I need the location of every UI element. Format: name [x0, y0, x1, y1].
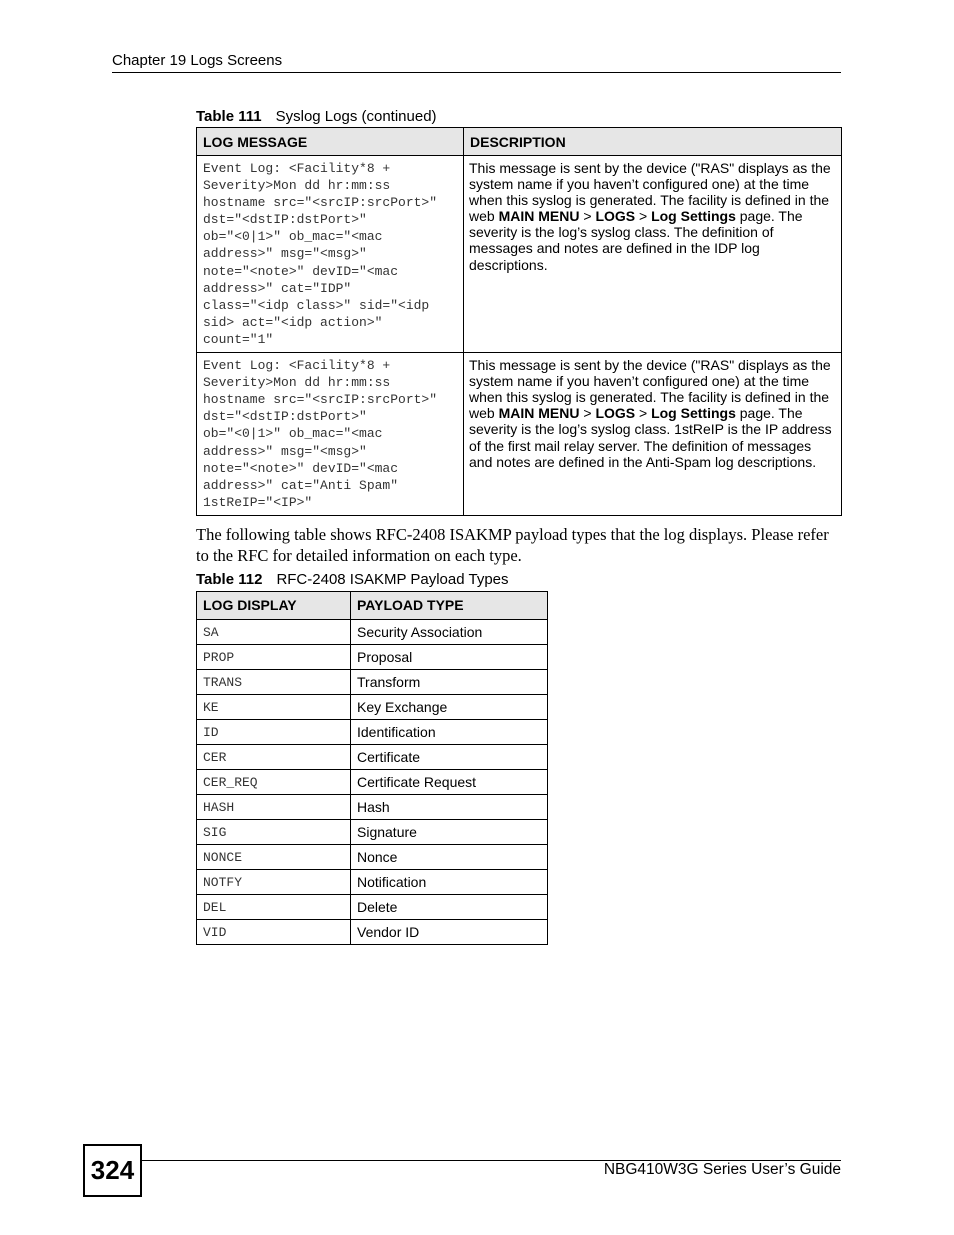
syslog-logs-table	[196, 127, 842, 516]
payload-type-cell: Certificate Request	[351, 770, 548, 795]
payload-type-cell: Signature	[351, 820, 548, 845]
log-message-cell	[197, 156, 464, 353]
log-display-cell: SA	[197, 620, 351, 645]
log-display-cell: PROP	[197, 645, 351, 670]
log-message-text: Event Log: <Facility*8 + Severity>Mon dd hr:mm:ss hostname src="<srcIP:srcPort>" dst="<dstIP:dstPort>" ob="<0|1>" ob_mac="<mac address>" msg="<msg>" note="<note>" devID="<mac address>" cat="IDP" class="<idp class>" sid="<idp sid> act="<idp action>" count="1"	[203, 161, 438, 347]
chapter-header: Chapter 19 Logs Screens	[112, 52, 283, 69]
menu-path-logs: LOGS	[595, 405, 636, 422]
table-111-title: Syslog Logs (continued)	[275, 108, 437, 125]
column-header-payload-type: PAYLOAD TYPE	[351, 592, 548, 620]
log-message-cell	[197, 353, 464, 516]
table-row	[197, 845, 548, 870]
menu-path-log-settings: Log Settings	[651, 405, 736, 422]
payload-type-cell: Identification	[351, 720, 548, 745]
description-text: page. The severity is the log’s syslog class. 1stReIP is the IP address of the first mail relay server. The definition of messages and notes are defined in the Anti-Spam log descriptions.	[469, 405, 832, 470]
table-row	[197, 870, 548, 895]
payload-type-cell: Transform	[351, 670, 548, 695]
table-row	[197, 353, 842, 516]
menu-path-separator: >	[579, 208, 596, 225]
page-number: 324	[83, 1144, 142, 1197]
log-display-cell: CER	[197, 745, 351, 770]
isakmp-payload-types-table	[196, 591, 548, 945]
description-cell	[464, 156, 842, 353]
payload-type-cell: Notification	[351, 870, 548, 895]
payload-type-cell: Vendor ID	[351, 920, 548, 945]
log-display-cell: TRANS	[197, 670, 351, 695]
table-row	[197, 645, 548, 670]
column-header-log-display: LOG DISPLAY	[197, 592, 351, 620]
payload-type-cell: Key Exchange	[351, 695, 548, 720]
table-112-label: Table 112	[196, 571, 263, 588]
log-display-cell: CER_REQ	[197, 770, 351, 795]
table-row	[197, 620, 548, 645]
table-112-caption	[196, 571, 509, 588]
description-text: This message is sent by the device ("RAS" displays as the system name if you haven’t configured one) at the time when this syslog is generated. The facility is defined in the web	[469, 160, 831, 225]
table-row	[197, 895, 548, 920]
log-display-cell: VID	[197, 920, 351, 945]
menu-path-logs: LOGS	[595, 208, 636, 225]
table-row	[197, 795, 548, 820]
column-header-log-message: LOG MESSAGE	[197, 128, 464, 156]
table-row	[197, 695, 548, 720]
table-body	[197, 620, 548, 945]
payload-type-cell: Nonce	[351, 845, 548, 870]
table-row	[197, 920, 548, 945]
log-message-text: Event Log: <Facility*8 + Severity>Mon dd hr:mm:ss hostname src="<srcIP:srcPort>" dst="<dstIP:dstPort>" ob="<0|1>" ob_mac="<mac address>" msg="<msg>" note="<note>" devID="<mac address>" cat="Anti Spam" 1stReIP="<IP>"	[203, 358, 438, 510]
log-display-cell: NOTFY	[197, 870, 351, 895]
log-display-cell: SIG	[197, 820, 351, 845]
log-display-cell: HASH	[197, 795, 351, 820]
table-row	[197, 670, 548, 695]
body-paragraph: The following table shows RFC-2408 ISAKMP payload types that the log displays. Please refer to the RFC for detailed information on each type.	[196, 525, 829, 565]
header-rule	[112, 72, 841, 73]
table-header-row	[197, 128, 842, 156]
table-row	[197, 770, 548, 795]
table-111-label: Table 111	[196, 108, 262, 125]
table-row	[197, 720, 548, 745]
table-row	[197, 820, 548, 845]
description-text: This message is sent by the device ("RAS" displays as the system name if you haven’t configured one) at the time when this syslog is generated. The facility is defined in the web	[469, 357, 831, 422]
payload-type-cell: Proposal	[351, 645, 548, 670]
column-header-description: DESCRIPTION	[464, 128, 842, 156]
menu-path-main-menu: MAIN MENU	[498, 405, 580, 422]
log-display-cell: ID	[197, 720, 351, 745]
menu-path-separator: >	[635, 405, 652, 422]
description-text: page. The severity is the log’s syslog class. The definition of messages and notes are defined in the IDP log descriptions.	[469, 208, 803, 273]
table-row	[197, 745, 548, 770]
payload-type-cell: Delete	[351, 895, 548, 920]
payload-type-cell: Certificate	[351, 745, 548, 770]
menu-path-separator: >	[579, 405, 596, 422]
menu-path-main-menu: MAIN MENU	[498, 208, 580, 225]
guide-title: NBG410W3G Series User’s Guide	[603, 1161, 841, 1178]
log-display-cell: NONCE	[197, 845, 351, 870]
table-row	[197, 156, 842, 353]
table-header-row	[197, 592, 548, 620]
payload-type-cell: Security Association	[351, 620, 548, 645]
log-display-cell: DEL	[197, 895, 351, 920]
payload-type-cell: Hash	[351, 795, 548, 820]
menu-path-separator: >	[635, 208, 652, 225]
log-display-cell: KE	[197, 695, 351, 720]
description-cell	[464, 353, 842, 516]
table-111-caption	[196, 108, 437, 125]
table-112-title: RFC-2408 ISAKMP Payload Types	[276, 571, 509, 588]
menu-path-log-settings: Log Settings	[651, 208, 736, 225]
